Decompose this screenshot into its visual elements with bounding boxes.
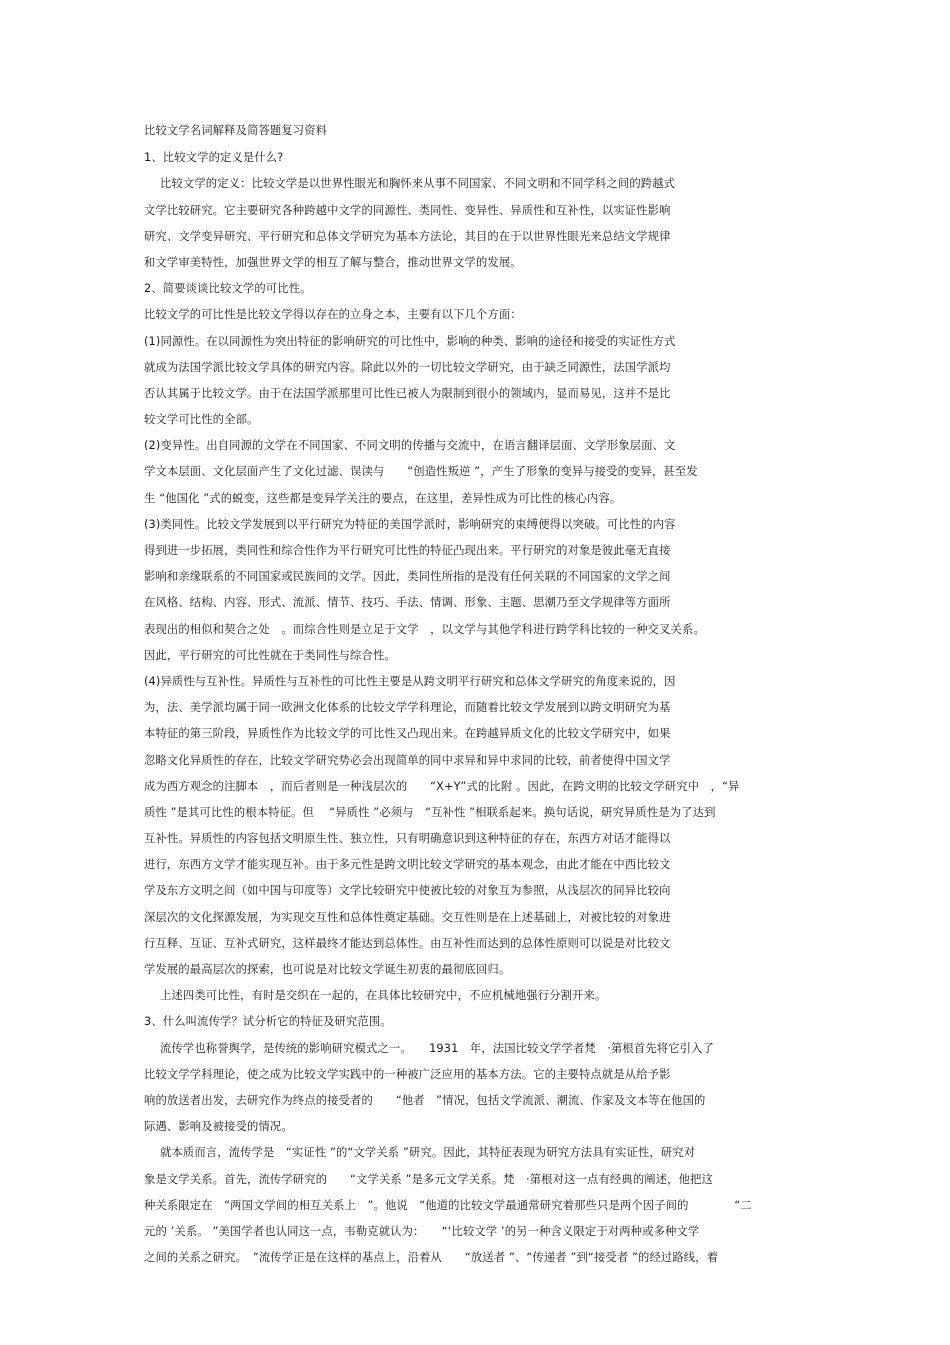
text-line: 比较文学的可比性是比较文学得以存在的立身之本，主要有以下几个方面： <box>144 308 522 322</box>
document-lines <box>144 145 804 1271</box>
text-line: 学发展的最高层次的探索，也可说是对比较文学诞生初衷的最彻底回归。 <box>144 963 511 976</box>
document-body <box>144 118 804 1271</box>
text-line: 因此，平行研究的可比性就在于类同性与综合性。 <box>144 648 396 662</box>
text-line: 忽略文化异质性的存在，比较文学研究势必会出现简单的同中求异和异中求同的比较，前者使得中国文学 <box>144 753 671 767</box>
text-line: 在风格、结构、内容、形式、流派、情节、技巧、手法、情调、形象、主题、思潮乃至文学规律等方面所 <box>144 596 671 610</box>
text-line: (1)同源性。在以同源性为突出特征的影响研究的可比性中，影响的种类、影响的途径和接受的实证性方式 <box>144 334 676 348</box>
text-line: 之间的关系之研究。 ”流传学正是在这样的基点上，沿着从 “放送者 ”、“传递者 ”到“接受者 ”的经过路线，着 <box>144 1251 719 1265</box>
text-line: (3)类同性。比较文学发展到以平行研究为特征的美国学派时，影响研究的束缚便得以突破。可比性的内容 <box>144 517 676 531</box>
text-line: 研究、文学变异研究、平行研究和总体文学研究为基本方法论，其目的在于以世界性眼光来总结文学规律 <box>144 229 671 243</box>
text-line: 行互释、互证、互补式研究，这样最终才能达到总体性。由互补性而达到的总体性原则可以说是对比较文 <box>144 936 671 950</box>
text-line: 为，法、美学派均属于同一欧洲文化体系的比较文学学科理论，而随着比较文学发展到以跨文明研究为基 <box>144 701 671 715</box>
text-line: 较文学可比性的全部。 <box>144 413 259 427</box>
text-line: 质性 ”是其可比性的根本特征。但 “异质性 ”必须与 “互补性 ”相联系起来。换句话说，研究异质性是为了达到 <box>144 805 716 819</box>
text-line: 得到进一步拓展，类同性和综合性作为平行研究可比性的特征凸现出来。平行研究的对象是彼此毫无直接 <box>144 544 671 557</box>
text-line: 和文学审美特性，加强世界文学的相互了解与整合，推动世界文学的发展。 <box>144 255 522 269</box>
text-line: 3、什么叫流传学？试分析它的特征及研究范围。 <box>144 1015 392 1029</box>
text-line: 学文本层面、文化层面产生了文化过滤、误读与 “创造性叛逆 ”，产生了形象的变异与接受的变异，甚至发 <box>144 465 698 479</box>
text-line: 就本质而言，流传学是 “实证性 ”的“文学关系 ”研究。因此，其特征表现为研究方法具有实证性，研究对 <box>160 1146 696 1160</box>
text-line: 比较文学的定义：比较文学是以世界性眼光和胸怀来从事不同国家、不同文明和不同学科之间的跨越式 <box>160 177 676 191</box>
text-line: 本特征的第三阶段，异质性作为比较文学的可比性又凸现出来。在跨越异质文化的比较文学研究中，如果 <box>144 727 671 741</box>
text-line: 学及东方文明之间（如中国与印度等）文学比较研究中使被比较的对象互为参照，从浅层次的同异比较向 <box>144 884 671 898</box>
text-line: 上述四类可比性，有时是交织在一起的，在具体比较研究中，不应机械地强行分割开来。 <box>160 989 607 1003</box>
text-line: 文学比较研究。它主要研究各种跨越中文学的同源性、类同性、变异性、异质性和互补性，以实证性影响 <box>144 203 671 217</box>
text-line: 际遇、影响及被接受的情况。 <box>144 1120 293 1134</box>
text-line: 影响和亲缘联系的不同国家或民族间的文学。因此，类同性所指的是没有任何关联的不同国家的文学之间 <box>144 570 671 584</box>
text-line: 比较文学学科理论，使之成为比较文学实践中的一种被广泛应用的基本方法。它的主要特点就是从给予影 <box>144 1067 671 1081</box>
text-line: 否认其属于比较文学。由于在法国学派那里可比性已被人为限制到很小的领域内，显而易见，这并不是比 <box>144 386 671 400</box>
text-line: 就成为法国学派比较文学具体的研究内容。除此以外的一切比较文学研究，由于缺乏同源性，法国学派均 <box>144 360 671 374</box>
text-line: 元的 ’关系。 ”美国学者也认同这一点，韦勒克就认为： “‘比较文学 ’的另一种含义限定于对两种或多种文学 <box>144 1224 700 1238</box>
text-line: 进行，东西方文学才能实现互补。由于多元性是跨文明比较文学研究的基本观念，由此才能在中西比较文 <box>144 858 671 872</box>
text-line: 2、简要谈谈比较文学的可比性。 <box>144 282 312 296</box>
text-line: (2)变异性。出自同源的文学在不同国家、不同文明的传播与交流中，在语言翻译层面、文学形象层面、文 <box>144 439 676 453</box>
text-line: 表现出的相似和契合之处 。而综合性则是立足于文学 ，以文学与其他学科进行跨学科比较的一种交叉关系。 <box>144 622 705 636</box>
text-line: 流传学也称誉舆学，是传统的影响研究模式之一。 1931 年，法国比较文学学者梵 ·第根首先将它引入了 <box>160 1041 715 1055</box>
text-line: 成为西方观念的注脚本 ，而后者则是一种浅层次的 “X+Y”式的比附 。因此，在跨文明的比较文学研究中 ，“异 <box>144 779 740 793</box>
text-line: 种关系限定在 “两国文学间的相互关系上 ”。他说 “他道的比较文学最通常研究着那些只是两个因子间的 “二 <box>144 1198 752 1212</box>
text-line: 互补性。异质性的内容包括文明原生性、独立性，只有明确意识到这种特征的存在，东西方对话才能得以 <box>144 832 671 846</box>
text-line: 响的放送者出发，去研究作为终点的接受者的 “他者 ”情况，包括文学流派、潮流、作家及文本等在他国的 <box>144 1093 706 1107</box>
text-line: 象是文学关系。首先，流传学研究的 “文学关系 ”是多元文学关系。梵 ·第根对这一点有经典的阐述，他把这 <box>144 1172 713 1186</box>
text-line: 1、比较文学的定义是什么? <box>144 151 284 165</box>
text-line: 生 “他国化 ”式的蜕变，这些都是变异学关注的要点，在这里，差异性成为可比性的核心内容。 <box>144 491 622 505</box>
text-line: (4)异质性与互补性。异质性与互补性的可比性主要是从跨文明平行研究和总体文学研究的角度来说的，因 <box>144 674 676 688</box>
document-title: 比较文学名词解释及简答题复习资料 <box>144 124 328 137</box>
text-line: 深层次的文化探源发展，为实现交互性和总体性奠定基础。交互性则是在上述基础上，对被比较的对象进 <box>144 910 671 924</box>
